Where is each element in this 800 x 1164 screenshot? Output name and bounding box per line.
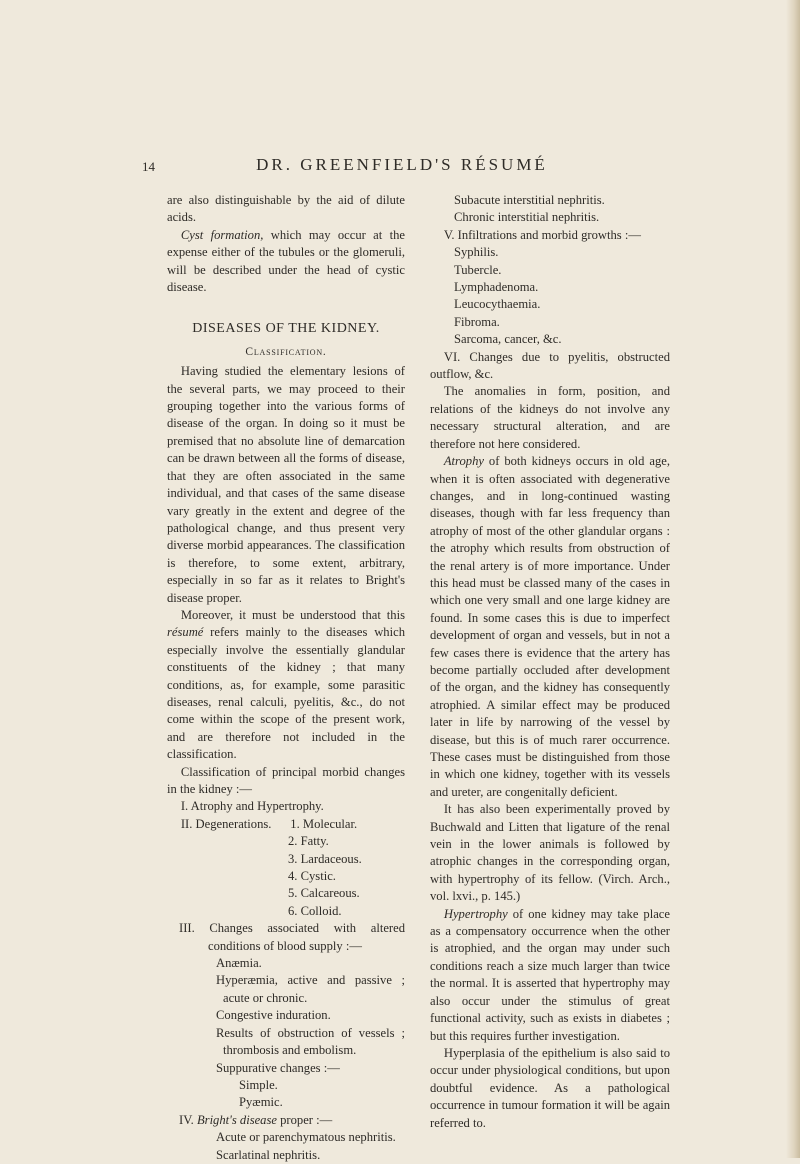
paragraph-hyperplasia: Hyperplasia of the epithelium is also said to occur under physiological conditions, but upon doubtful evidence. As a pathological occurrence in tumour formation it will be again referred to. bbox=[430, 1045, 670, 1130]
growth-sarcoma: Sarcoma, cancer, &c. bbox=[454, 332, 562, 347]
paragraph-anomalies: The anomalies in form, position, and relations of the kidneys do not involve any necessary structural alteration, and are therefore not here considered. bbox=[430, 384, 670, 451]
right-column bbox=[430, 192, 670, 1132]
item-anaemia: Anæmia. bbox=[216, 956, 262, 971]
paragraph-atrophy bbox=[430, 453, 670, 801]
moreover-text-a: Moreover, it must be understood that this bbox=[180, 607, 405, 622]
paragraph-classification-intro: Classification of principal morbid changes in the kidney :— bbox=[167, 764, 405, 796]
growth-leucocythaemia: Leucocythaemia. bbox=[454, 297, 541, 312]
degenerations-label: II. Degenerations. bbox=[180, 816, 272, 831]
degeneration-5: 5. Calcareous. bbox=[288, 886, 360, 901]
item-hyperaemia: Hyperæmia, active and passive ; acute or chronic. bbox=[216, 973, 405, 1005]
degeneration-2: 2. Fatty. bbox=[288, 834, 329, 849]
term-hypertrophy: Hypertrophy bbox=[443, 906, 508, 921]
list-item-blood-supply: III. Changes associated with altered conditions of blood supply :— bbox=[179, 921, 405, 953]
cyst-formation-text: which may occur at the expense either of the tubules or the glomeruli, will be described under the head of cystic disease. bbox=[167, 227, 405, 295]
item-scarlatinal-nephritis: Scarlatinal nephritis. bbox=[216, 1147, 321, 1162]
degeneration-1: 1. Molecular. bbox=[290, 816, 358, 831]
item-chronic-nephritis: Chronic interstitial nephritis. bbox=[454, 210, 600, 225]
paragraph-hypertrophy bbox=[430, 906, 670, 1045]
item-pyaemic: Pyæmic. bbox=[239, 1095, 283, 1110]
page-header bbox=[142, 155, 662, 179]
item-subacute-nephritis: Subacute interstitial nephritis. bbox=[454, 193, 605, 207]
atrophy-text: of both kidneys occurs in old age, when it is often associated with degenerative changes, and in long-continued wasting diseases, though with far less frequency than atrophy of most of the other glandular organs : the atrophy which results from obstruction of the renal artery is of more importance. Under this head must be classed many of the cases in which one very small and one large kidney are found. In some cases this is due to imperfect development of organ and vessels, but in not a few cases there is evidence that the artery has become partially occluded after development of the organ, and the kidney has consequently atrophied. A similar effect may be produced later in life by narrowing of the vessel by disease, but this is of much rarer occurrence. These cases must be distinguished from those in which one kidney, together with its vessels and ureter, are congenitally deficient. bbox=[430, 454, 670, 799]
moreover-text-b: refers mainly to the diseases which especially involve the essentially glandular constituents of the kidney ; that many conditions, as, for example, some parasitic diseases, renal calculi, pyelitis, &c., do not come within the scope of the present work, and are therefore not included in the classification. bbox=[167, 625, 405, 762]
brights-number: IV. bbox=[179, 1112, 197, 1127]
degeneration-3: 3. Lardaceous. bbox=[288, 851, 362, 866]
paragraph-acids: are also distinguishable by the aid of dilute acids. bbox=[167, 193, 405, 225]
growth-syphilis: Syphilis. bbox=[454, 245, 499, 260]
section-heading: DISEASES OF THE KIDNEY. bbox=[192, 321, 380, 337]
list-item-degenerations bbox=[167, 816, 405, 833]
list-item-atrophy: I. Atrophy and Hypertrophy. bbox=[180, 799, 324, 814]
item-congestive-induration: Congestive induration. bbox=[216, 1008, 331, 1023]
paragraph-cyst-formation bbox=[167, 227, 405, 297]
growth-lymphadenoma: Lymphadenoma. bbox=[454, 280, 539, 295]
term-atrophy: Atrophy bbox=[443, 454, 484, 469]
list-item-brights-disease bbox=[167, 1112, 405, 1129]
brights-rest: proper :— bbox=[276, 1112, 333, 1127]
item-acute-nephritis: Acute or parenchymatous nephritis. bbox=[216, 1130, 396, 1145]
list-item-pyelitis: VI. Changes due to pyelitis, obstructed outflow, &c. bbox=[430, 349, 670, 382]
paragraph-having-studied: Having studied the elementary lesions of the several parts, we may proceed to their grouping together into the various forms of disease of the organ. In doing so it must be premised that no absolute line of demarcation can be drawn between all the forms of disease, that they are often associated in the same individual, and that cases of the same disease vary greatly in the extent and degree of the pathological change, and thus present very diverse morbid appearances. The classification is therefore, to some extent, arbitrary, especially in so far as it relates to Bright's disease proper. bbox=[167, 364, 405, 605]
degeneration-4: 4. Cystic. bbox=[288, 869, 336, 884]
left-column bbox=[167, 192, 405, 1164]
paragraph-buchwald: It has also been experimentally proved by Buchwald and Litten that ligature of the renal vein in the lower animals is followed by atrophic changes in the corresponding organ, with hypertrophy of its fellow. (Virch. Arch., vol. lxvi., p. 145.) bbox=[430, 802, 670, 904]
page-number: 14 bbox=[142, 159, 155, 174]
paragraph-moreover bbox=[167, 607, 405, 764]
term-brights-disease: Bright's disease bbox=[196, 1112, 277, 1127]
growth-tubercle: Tubercle. bbox=[454, 262, 502, 277]
item-suppurative: Suppurative changes :— bbox=[216, 1060, 340, 1075]
page-edge-shadow bbox=[786, 0, 800, 1158]
section-subheading: Classification. bbox=[245, 345, 327, 358]
term-cyst-formation: Cyst formation, bbox=[180, 227, 264, 242]
item-obstruction: Results of obstruction of vessels ; thrombosis and embolism. bbox=[216, 1025, 405, 1058]
item-simple: Simple. bbox=[239, 1077, 278, 1092]
term-resume: résumé bbox=[167, 625, 204, 640]
degeneration-6: 6. Colloid. bbox=[288, 903, 342, 918]
list-item-infiltrations: V. Infiltrations and morbid growths :— bbox=[443, 227, 641, 242]
running-title: DR. GREENFIELD'S RÉSUMÉ bbox=[256, 155, 548, 174]
hypertrophy-text: of one kidney may take place as a compensatory occurrence when the other is atrophied, and the organ may under such conditions reach a size much larger than twice the normal. It is asserted that hypertrophy may also occur under the stimulus of great functional activity, such as exists in diabetes ; but this requires further investigation. bbox=[430, 906, 670, 1043]
growth-fibroma: Fibroma. bbox=[454, 314, 500, 329]
